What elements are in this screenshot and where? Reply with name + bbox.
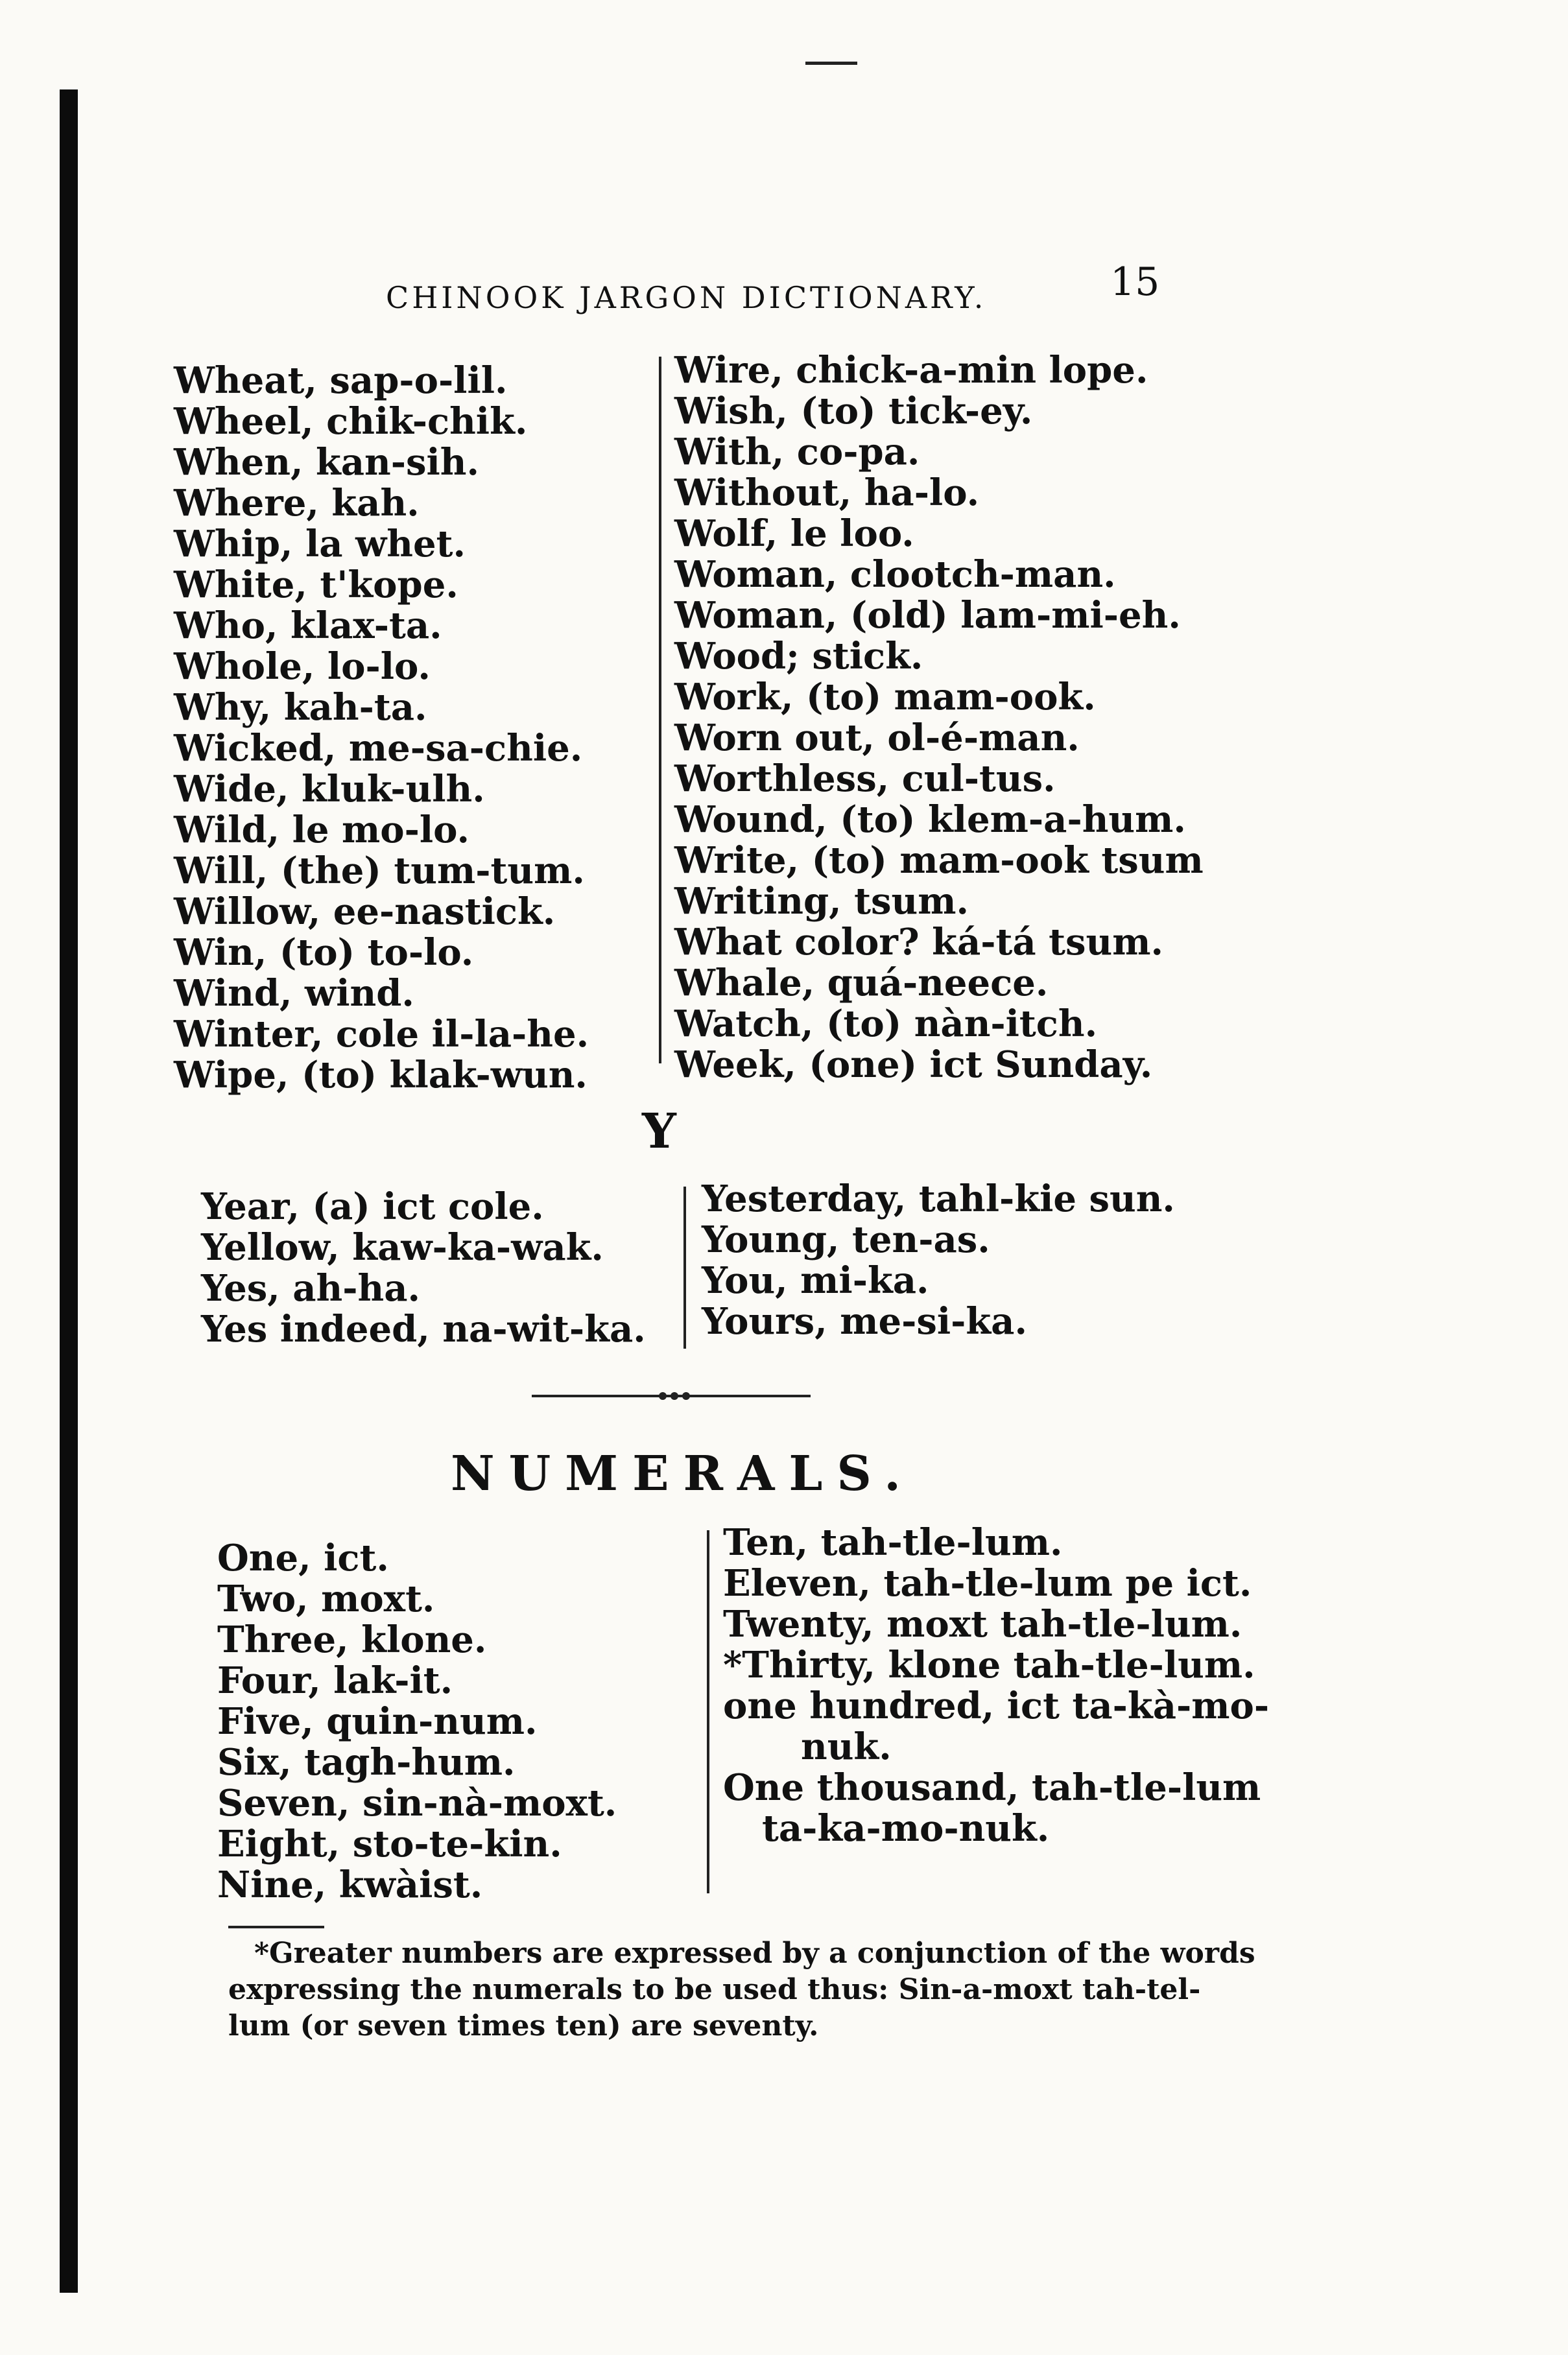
dictionary-entry: Winter, cole il-la-he. xyxy=(174,1013,589,1056)
numeral-entry: Two, moxt. xyxy=(217,1578,435,1620)
top-dash-mark xyxy=(805,62,857,65)
dictionary-entry: Wolf, le loo. xyxy=(674,512,914,555)
dictionary-entry: Whip, la whet. xyxy=(174,523,466,565)
page-number: 15 xyxy=(1110,259,1160,305)
numeral-entry: Ten, tah-tle-lum. xyxy=(723,1521,1063,1564)
dictionary-entry: Wish, (to) tick-ey. xyxy=(674,390,1033,432)
footnote-rule xyxy=(228,1926,324,1928)
dictionary-entry: Whole, lo-lo. xyxy=(174,645,431,688)
dictionary-entry: Yes, ah-ha. xyxy=(201,1267,420,1310)
dictionary-entry: Who, klax-ta. xyxy=(174,604,442,647)
dictionary-entry: Where, kah. xyxy=(174,482,420,525)
dictionary-entry: Whale, quá-neece. xyxy=(674,962,1049,1004)
footnote xyxy=(228,1935,1255,2044)
dictionary-entry: Work, (to) mam-ook. xyxy=(674,676,1096,718)
numeral-entry: ta-ka-mo-nuk. xyxy=(762,1807,1050,1850)
w-right-column xyxy=(674,350,1204,1085)
dictionary-entry: Wood; stick. xyxy=(674,635,923,678)
y-right-column xyxy=(702,1179,1175,1342)
dictionary-entry: Yellow, kaw-ka-wak. xyxy=(201,1226,604,1269)
page-binding-edge xyxy=(60,89,78,2293)
dictionary-entry: Wild, le mo-lo. xyxy=(174,809,469,851)
y-left-column xyxy=(201,1187,646,1350)
column-divider xyxy=(683,1187,686,1349)
dictionary-entry: Yes indeed, na-wit-ka. xyxy=(201,1308,646,1351)
numeral-entry: Nine, kwàist. xyxy=(217,1864,483,1906)
dictionary-entry: Woman, clootch-man. xyxy=(674,553,1116,596)
dictionary-entry: Yesterday, tahl-kie sun. xyxy=(702,1178,1175,1220)
column-divider xyxy=(707,1530,709,1893)
dictionary-entry: What color? ká-tá tsum. xyxy=(674,921,1163,964)
w-left-column xyxy=(174,361,589,1096)
numeral-entry: One, ict. xyxy=(217,1537,389,1580)
footnote-line: expressing the numerals to be used thus: Sin-a-moxt tah-tel- xyxy=(228,1973,1201,2006)
numeral-entry: Eleven, tah-tle-lum pe ict. xyxy=(723,1562,1252,1605)
dictionary-entry: Week, (one) ict Sunday. xyxy=(674,1043,1153,1086)
dictionary-entry: When, kan-sih. xyxy=(174,441,479,484)
dictionary-entry: Without, ha-lo. xyxy=(674,471,980,514)
dictionary-entry: Writing, tsum. xyxy=(674,880,969,923)
dictionary-entry: Wipe, (to) klak-wun. xyxy=(174,1054,588,1096)
numeral-entry: Five, quin-num. xyxy=(217,1700,538,1743)
dictionary-entry: Watch, (to) nàn-itch. xyxy=(674,1002,1098,1045)
dictionary-entry: White, t'kope. xyxy=(174,563,458,606)
dictionary-entry: Year, (a) ict cole. xyxy=(201,1185,544,1228)
dictionary-entry: Will, (the) tum-tum. xyxy=(174,849,585,892)
numeral-entry: Four, lak-it. xyxy=(217,1659,453,1702)
dictionary-entry: Wheel, chik-chik. xyxy=(174,400,528,443)
dictionary-entry: You, mi-ka. xyxy=(702,1259,929,1302)
dictionary-entry: Why, kah-ta. xyxy=(174,686,427,729)
running-head: CHINOOK JARGON DICTIONARY. xyxy=(386,280,987,315)
numerals-left-column xyxy=(217,1538,617,1906)
dictionary-entry: Wheat, sap-o-lil. xyxy=(174,359,508,402)
dictionary-entry: Woman, (old) lam-mi-eh. xyxy=(674,594,1181,637)
dictionary-entry: Wound, (to) klem-a-hum. xyxy=(674,798,1186,841)
dictionary-entry: Worthless, cul-tus. xyxy=(674,757,1056,800)
column-divider xyxy=(659,357,661,1063)
numeral-entry: Three, klone. xyxy=(217,1618,487,1661)
section-heading-y: Y xyxy=(642,1104,676,1159)
section-ornament xyxy=(532,1391,811,1401)
section-heading-numerals: NUMERALS. xyxy=(451,1446,915,1502)
numeral-entry: one hundred, ict ta-kà-mo- xyxy=(723,1685,1270,1727)
dictionary-entry: With, co-pa. xyxy=(674,431,920,473)
dictionary-entry: Write, (to) mam-ook tsum xyxy=(674,839,1204,882)
footnote-line: *Greater numbers are expressed by a conjunction of the words xyxy=(254,1937,1255,1970)
dictionary-entry: Win, (to) to-lo. xyxy=(174,931,474,974)
dictionary-entry: Worn out, ol-é-man. xyxy=(674,716,1080,759)
numeral-entry: Eight, sto-te-kin. xyxy=(217,1823,562,1865)
dictionary-entry: Young, ten-as. xyxy=(702,1218,990,1261)
numeral-entry: Seven, sin-nà-moxt. xyxy=(217,1782,617,1825)
numeral-entry: nuk. xyxy=(801,1725,892,1768)
numeral-entry: One thousand, tah-tle-lum xyxy=(723,1766,1261,1809)
dictionary-entry: Yours, me-si-ka. xyxy=(702,1300,1027,1343)
numeral-entry: Six, tagh-hum. xyxy=(217,1741,516,1784)
dictionary-entry: Willow, ee-nastick. xyxy=(174,890,556,933)
numeral-entry: *Thirty, klone tah-tle-lum. xyxy=(723,1644,1255,1686)
numerals-right-column xyxy=(723,1522,1269,1849)
dictionary-entry: Wire, chick-a-min lope. xyxy=(674,349,1148,392)
dictionary-entry: Wind, wind. xyxy=(174,972,414,1015)
dictionary-entry: Wicked, me-sa-chie. xyxy=(174,727,583,770)
dictionary-entry: Wide, kluk-ulh. xyxy=(174,768,485,811)
footnote-line: lum (or seven times ten) are seventy. xyxy=(228,2009,819,2042)
numeral-entry: Twenty, moxt tah-tle-lum. xyxy=(723,1603,1242,1646)
